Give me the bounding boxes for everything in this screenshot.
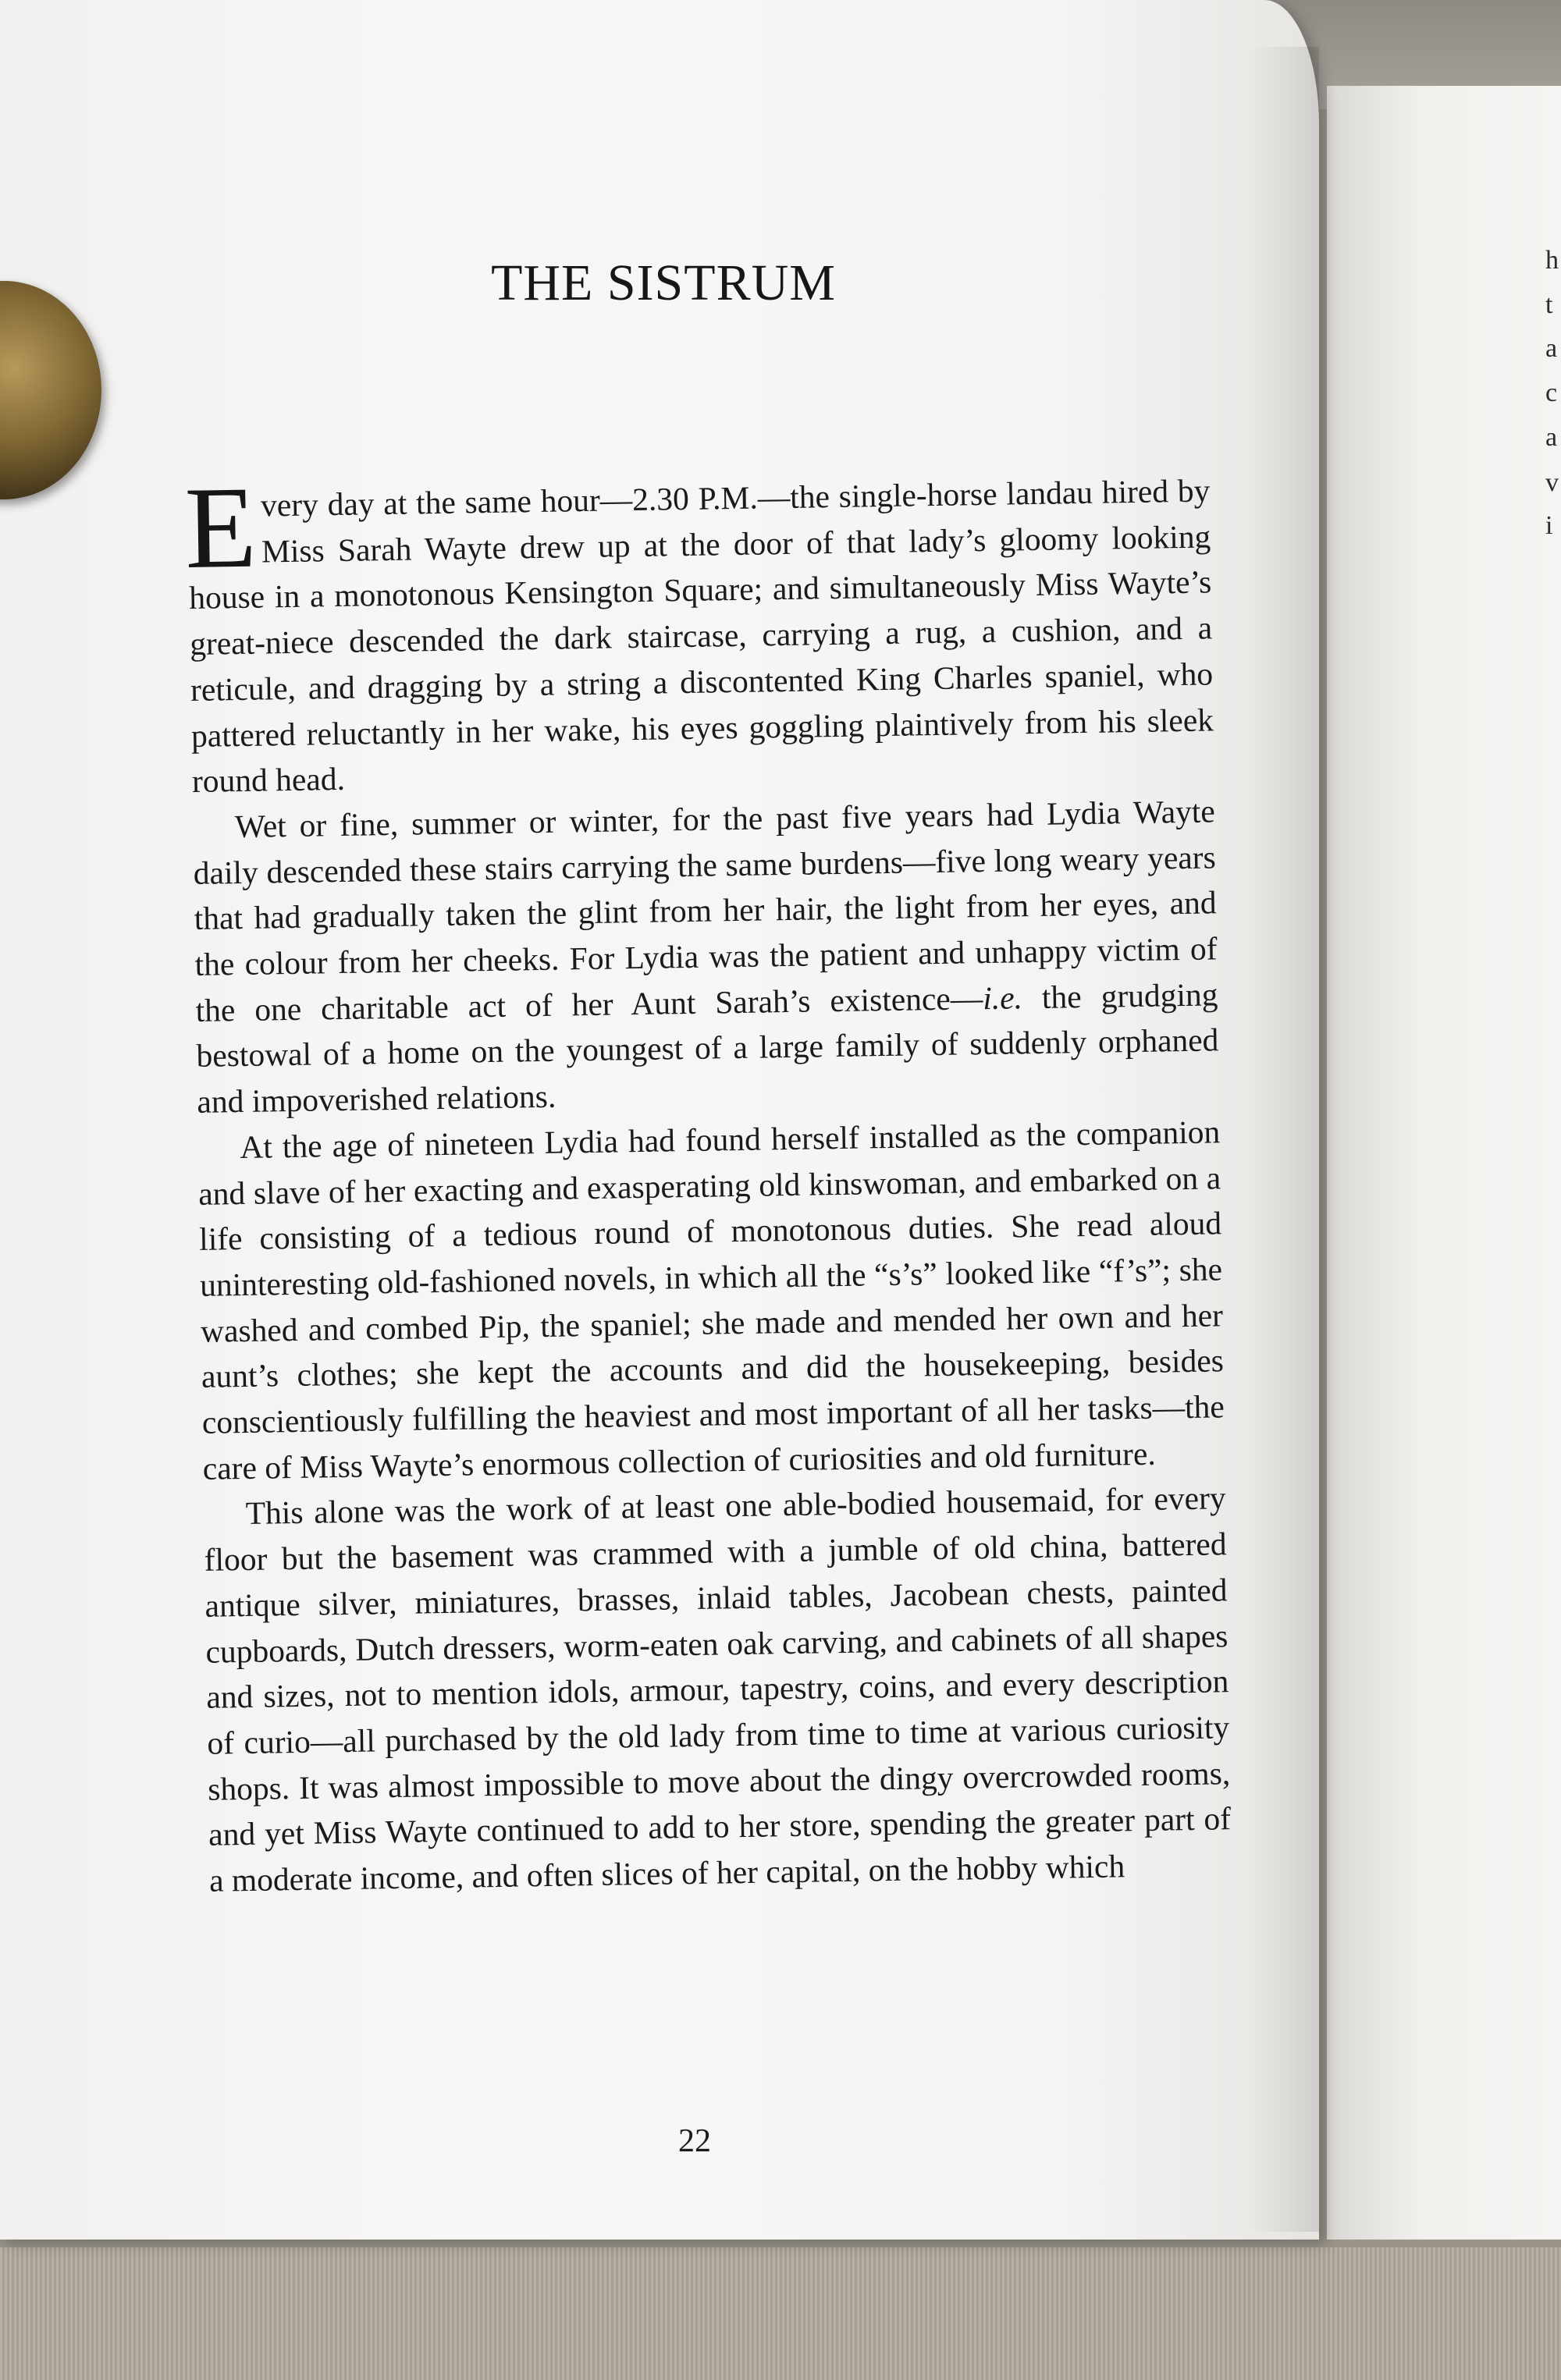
paragraph-2: [192, 788, 1219, 1124]
page-curl-shadow: [1249, 47, 1319, 2232]
facing-page-glyph: t: [1545, 290, 1553, 319]
paragraph-4: [203, 1476, 1232, 1904]
facing-page-edge: [1327, 86, 1561, 2240]
drop-cap: E: [183, 462, 258, 594]
facing-page-glyph: a: [1545, 423, 1558, 452]
facing-page-glyph: v: [1545, 468, 1559, 497]
paragraph-text: the grudging bestowal of a home on the youngest of a large family of suddenly orphaned and impoverished relations.: [196, 976, 1219, 1121]
paragraph-text: At the age of nineteen Lydia had found herself installed as the companion and slave of her exacting and exasperating old kinswoman, and embarked on a life consisting of a tedious round of monotonous duties. She read aloud uninteresting old-fashioned novels, in which all the “s’s” looked like “f’s”; she washed and combed Pip, the spaniel; she made and mended her own and her aunt’s clothes; she kept the accounts and did the housekeeping, besides conscientiously fulfilling the heaviest and most important of all her tasks—the care of Miss Wayte’s enormous collection of curiosities and old furniture.: [197, 1114, 1225, 1487]
background-fabric-bottom: [0, 2247, 1561, 2380]
paragraph-1: [183, 462, 1214, 804]
paragraph-emphasis: i.e.: [982, 979, 1023, 1016]
body-text: [183, 462, 1232, 1903]
paragraph-text: This alone was the work of at least one able-bodied housemaid, for every floor but the basement was crammed with a jumble of old china, battered antique silver, miniatures, brasses, inlaid tables, Jacobean chests, painted cupboards, Dutch dressers, worm-eaten oak carving, and cabinets of all shapes and sizes, not to mention idols, armour, tapestry, coins, and every description of curio—all purchased by the old lady from time to time at various curiosity shops. It was almost impossible to move about the dingy overcrowded rooms, and yet Miss Wayte continued to add to her store, spending the greater part of a moderate income, and often slices of her capital, on the hobby which: [204, 1480, 1232, 1899]
chapter-title: THE SISTRUM: [491, 254, 836, 311]
facing-page-glyph: h: [1545, 246, 1559, 275]
paragraph-3: [197, 1109, 1225, 1491]
facing-page-glyph: a: [1545, 334, 1558, 363]
facing-page-glyph: c: [1545, 378, 1558, 407]
facing-page-glyph: i: [1545, 511, 1553, 540]
page-number: 22: [678, 2123, 711, 2159]
paragraph-text: very day at the same hour—2.30 P.M.—the single-horse landau hired by Miss Sarah Wayte drew up at the door of that lady’s gloomy looking house in a monotonous Kensington Square; and simultaneously Miss Wayte’s great-niece descended the dark staircase, carrying a rug, a cushion, and a reticule, and dragging by a string a discontented King Charles spaniel, who pattered reluctantly in her wake, his eyes goggling plaintively from his sleek round head.: [188, 472, 1214, 800]
paragraph-text: Wet or fine, summer or winter, for the past five years had Lydia Wayte daily descended these stairs carrying the same burdens—five long weary years that had gradually taken the glint from her hair, the light from her eyes, and the colour from her cheeks. For Lydia was the patient and unhappy victim of the one charitable act of her Aunt Sarah’s existence—: [193, 793, 1218, 1028]
